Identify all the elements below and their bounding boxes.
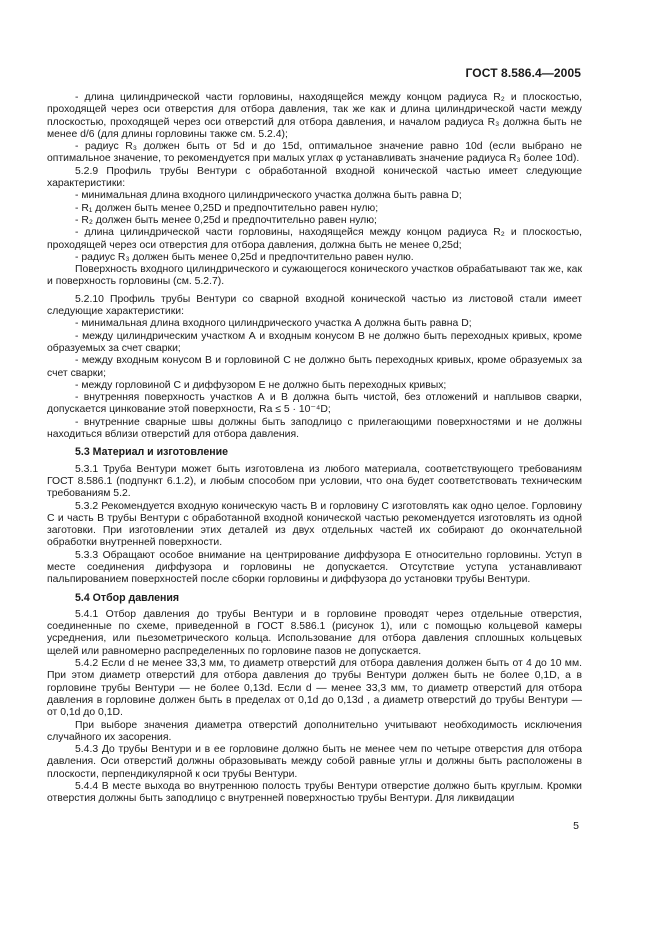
list-item: - радиус R₃ должен быть от 5d и до 15d, оптимальное значение равно 10d (если выбрано не оптимальное значение, то рекомендуется при малых углах φ устанавливать значение радиуса R₃ более 10d). <box>47 141 582 165</box>
section-heading-5-3: 5.3 Материал и изготовление <box>75 446 229 459</box>
list-item: - минимальная длина входного цилиндрического участка должна быть равна D; <box>75 190 462 202</box>
paragraph: Поверхность входного цилиндрического и сужающегося конического участков обрабатывают так же, как и поверхность горловины (см. 5.2.7). <box>47 264 582 288</box>
clause-5-4-4: 5.4.4 В месте выхода во внутреннюю полость трубы Вентури отверстие должно быть круглым. Кромки отверстия должны быть заподлицо с внутренней поверхностью трубы Вентури. Для ликвидации <box>47 781 582 805</box>
list-item: - R₁ должен быть менее 0,25D и предпочтительно равен нулю; <box>75 202 379 214</box>
list-item: - внутренние сварные швы должны быть заподлицо с прилегающими поверхностями и не должны находиться вблизи отверстий для отбора давления. <box>47 416 582 441</box>
list-item: - длина цилиндрической части горловины, находящейся между концом радиуса R₂ и плоскостью, проходящей через оси отверстия для отбора давления, должна быть не менее 0,25d; <box>47 227 582 251</box>
list-item: - R₂ должен быть менее 0,25d и предпочтительно равен нулю; <box>75 214 377 226</box>
body-text <box>47 92 582 806</box>
list-item: - между входным конусом В и горловиной С не должно быть переходных кривых, кроме образуемых за счет сварки; <box>47 355 582 379</box>
list-item: - внутренняя поверхность участков А и В должна быть чистой, без отложений и наплывов сварки, допускается цинкование этой поверхности, Ra ≤ 5 · 10⁻⁴D; <box>47 392 582 416</box>
list-item: - минимальная длина входного цилиндрического участка А должна быть равна D; <box>75 318 472 330</box>
clause-5-4-3: 5.4.3 До трубы Вентури и в ее горловине должно быть не менее чем по четыре отверстия для отбора давления. Оси отверстий должны образовывать между собой равные углы и должны быть расположены в плоскости, перпендикулярной к оси трубы Вентури. <box>47 744 582 780</box>
list-item: - между цилиндрическим участком А и входным конусом В не должно быть переходных кривых, кроме образуемых за счет сварки; <box>47 330 582 354</box>
clause-5-2-10: 5.2.10 Профиль трубы Вентури со сварной входной конической частью из листовой стали имеет следующие характеристики: <box>47 293 582 318</box>
clause-5-4-1: 5.4.1 Отбор давления до трубы Вентури и в горловине проводят через отдельные отверстия, соединенные по схеме, приведенной в ГОСТ 8.586.1 (рисунок 1), или с помощью кольцевой камеры усреднения, или пьезометрического кольца. Использование для отбора давления сплошных кольцевых щелей или равномерно распределенных по горловине пазов не допускается. <box>47 608 582 657</box>
clause-5-3-2: 5.3.2 Рекомендуется входную коническую часть В и горловину С изготовлять как одно целое. Горловину С и часть В трубы Вентури с обработанной входной конической частью рекомендуется изготовлять из одной заготовки. При изготовлении этих деталей из двух отдельных частей их собирают до окончательной обработки внутренней поверхности. <box>47 500 582 549</box>
clause-5-4-2: 5.4.2 Если d не менее 33,3 мм, то диаметр отверстий для отбора давления должен быть от 4 до 10 мм. При этом диаметр отверстий для отбора давления до трубы Вентури должен быть не более 0,1D, а в горловине трубы Вентури — не более 0,13d. Если d — менее 33,3 мм, то диаметр отверстий для отбора давления в горловине должен быть в пределах от 0,1d до 0,13d , а диаметр отверстий до трубы Вентури — от 0,1d до 0,1D. <box>47 658 582 719</box>
section-heading-5-4: 5.4 Отбор давления <box>75 591 180 604</box>
list-item: - длина цилиндрической части горловины, находящейся между концом радиуса R₂ и плоскостью, проходящей через оси отверстия для отбора давления, так же как и длина цилиндрической части между плоскостью, проходящей через оси отверстий для отбора давления, и началом радиуса R₃ должна быть не менее d/6 (для длины горловины также см. 5.2.4); <box>47 92 582 140</box>
clause-5-3-1: 5.3.1 Труба Вентури может быть изготовлена из любого материала, соответствующего требованиям ГОСТ 8.586.1 (подпункт 6.1.2), и любым способом при условии, что она будет соответствовать техническим требованиям 5.2. <box>47 463 582 500</box>
paragraph: При выборе значения диаметра отверстий дополнительно учитывают необходимость исключения случайного их засорения. <box>47 719 582 743</box>
list-item: - радиус R₃ должен быть менее 0,25d и предпочтительно равен нулю. <box>75 251 414 263</box>
clause-5-3-3: 5.3.3 Обращают особое внимание на центрирование диффузора Е относительно горловины. Уступ в месте соединения диффузора и горловины не допускается. Отсутствие уступа устанавливают пальпированием поверхностей после сборки горловины и диффузора до установки трубы Вентури. <box>47 549 582 586</box>
page-number: 5 <box>573 820 579 832</box>
document-code: ГОСТ 8.586.4—2005 <box>465 66 581 80</box>
clause-5-2-9: 5.2.9 Профиль трубы Вентури с обработанной входной конической частью имеет следующие характеристики: <box>47 165 582 190</box>
list-item: - между горловиной С и диффузором Е не должно быть переходных кривых; <box>75 379 447 391</box>
